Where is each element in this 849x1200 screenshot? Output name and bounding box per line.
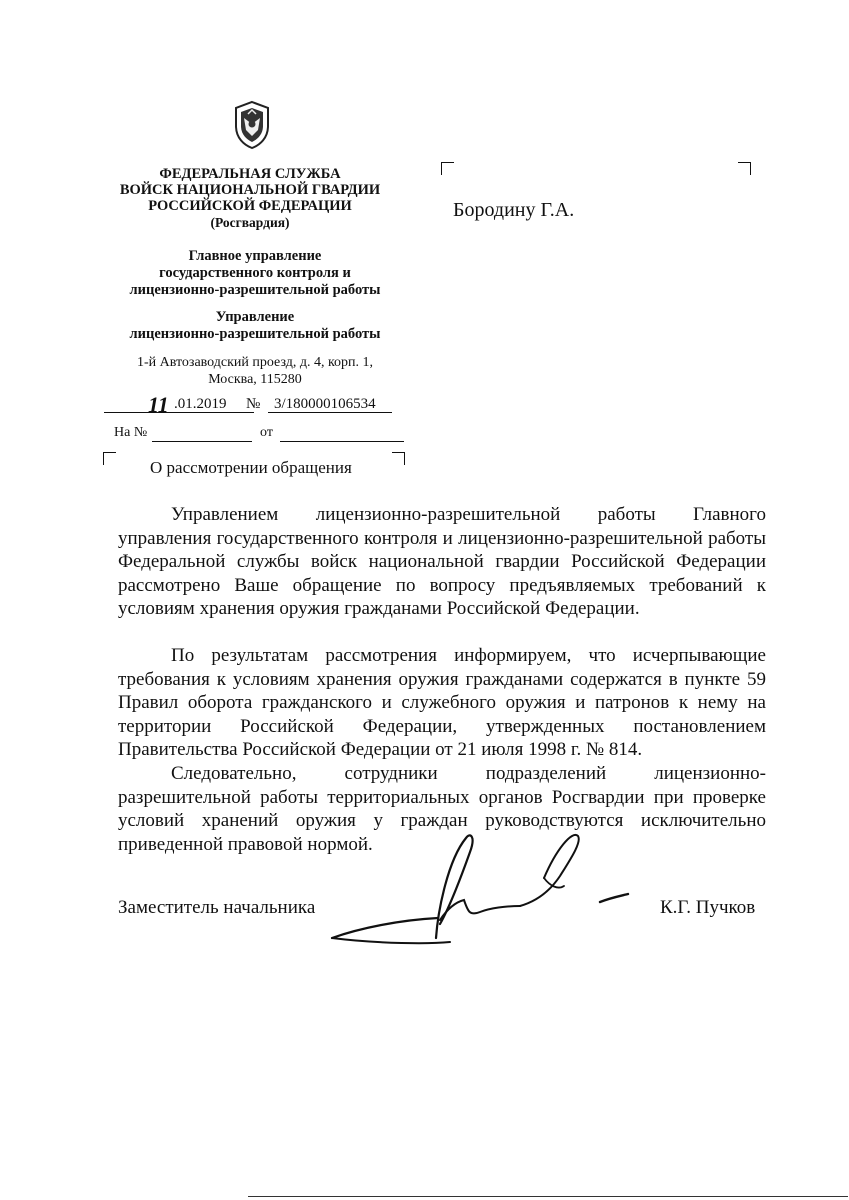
address-block — [110, 354, 400, 388]
from-date-blank — [280, 441, 404, 442]
main-directorate-line-3: лицензионно-разрешительной работы — [129, 282, 381, 298]
signatory-name: К.Г. Пучков — [660, 897, 756, 918]
addressee: Бородину Г.А. — [453, 199, 575, 221]
number-sign: № — [246, 396, 261, 412]
handwritten-signature — [320, 820, 640, 960]
addressee-corner-left — [441, 162, 454, 175]
date-printed: .01.2019 — [174, 396, 227, 412]
address-line-2: Москва, 115280 — [208, 372, 302, 387]
main-directorate-line-1: Главное управление — [188, 248, 322, 264]
main-directorate-block — [110, 248, 400, 299]
org-line-2: ВОЙСК НАЦИОНАЛЬНОЙ ГВАРДИИ — [119, 182, 381, 198]
addressee-corner-right — [738, 162, 751, 175]
date-handwritten-day: 11 — [148, 392, 169, 417]
org-line-3: РОССИЙСКОЙ ФЕДЕРАЦИИ — [148, 198, 352, 214]
subject: О рассмотрении обращения — [150, 458, 352, 477]
body-paragraph-3: Следовательно, сотрудники подразделений лицензионно-разрешительной работы территориальных органов Росгвардии при проверке условий хранений оружия у граждан руководствуются исключительно приведенной правовой нормой. — [118, 763, 766, 855]
address-line-1: 1-й Автозаводский проезд, д. 4, корп. 1, — [136, 355, 374, 370]
main-directorate-line-2: государственного контроля и — [159, 265, 351, 281]
reply-to-line — [114, 425, 406, 445]
bottom-rule — [248, 1196, 848, 1197]
registration-line — [104, 392, 394, 417]
registration-number: 3/180000106534 — [274, 396, 376, 412]
subject-corner-left — [103, 452, 116, 465]
subject-corner-right — [392, 452, 405, 465]
rosgvardia-emblem-icon — [228, 100, 276, 150]
directorate-line-2: лицензионно-разрешительной работы — [129, 326, 381, 342]
org-short-name: (Росгвардия) — [210, 215, 290, 230]
body-paragraph-2: По результатам рассмотрения информируем, что исчерпывающие требования к условиям хранения оружия гражданами содержатся в пункте 59 Правил оборота гражданского и служебного оружия и патронов к нему на территории Российской Федерации, утвержденных постановлением Правительства Российской Федерации от 21 июля 1998 г. № 814. — [118, 645, 766, 760]
body-paragraph-1: Управлением лицензионно-разрешительной работы Главного управления государственного контроля и лицензионно-разрешительной работы Федеральной службы войск национальной гвардии Российской Федерации рассмотрено Ваше обращение по вопросу предъявляемых требований к условиям хранения оружия гражданами Российской Федерации. — [118, 504, 766, 619]
directorate-line-1: Управление — [215, 309, 295, 325]
org-line-1: ФЕДЕРАЛЬНАЯ СЛУЖБА — [159, 166, 341, 182]
org-name-block — [110, 166, 390, 231]
signatory-position: Заместитель начальника — [118, 897, 316, 918]
reply-to-label: На № — [114, 425, 148, 440]
directorate-block — [110, 309, 400, 343]
reply-to-number-blank — [152, 441, 252, 442]
from-label: от — [260, 425, 273, 440]
